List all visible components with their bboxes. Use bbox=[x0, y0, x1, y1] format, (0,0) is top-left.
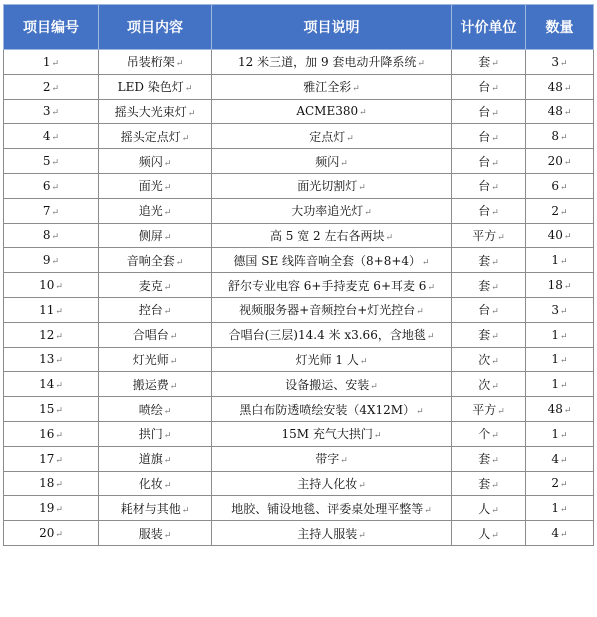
cell-unit-text: 平方 ↵ bbox=[472, 403, 505, 417]
cell-unit bbox=[452, 99, 526, 124]
cell-qty bbox=[526, 397, 594, 422]
header-no: 项目编号 bbox=[4, 5, 99, 50]
cell-unit bbox=[452, 149, 526, 174]
cell-desc-text: 黑白布防透喷绘安装（4X12M） ↵ bbox=[239, 403, 423, 417]
cell-no bbox=[4, 421, 99, 446]
cell-desc bbox=[212, 322, 452, 347]
cell-unit-text: 台 ↵ bbox=[478, 105, 499, 119]
cell-unit bbox=[452, 273, 526, 298]
cell-item-text: 化妆 ↵ bbox=[139, 477, 172, 491]
cell-no-text: 1 ↵ bbox=[43, 55, 59, 69]
cell-no bbox=[4, 50, 99, 75]
cell-no-text: 8 ↵ bbox=[43, 228, 59, 242]
cell-desc bbox=[212, 124, 452, 149]
cell-unit bbox=[452, 50, 526, 75]
cell-no bbox=[4, 322, 99, 347]
cell-item-text: 道旗 ↵ bbox=[139, 452, 172, 466]
cell-no bbox=[4, 347, 99, 372]
cell-item bbox=[99, 446, 212, 471]
cell-desc bbox=[212, 397, 452, 422]
cell-item-text: 麦克 ↵ bbox=[139, 279, 172, 293]
cell-no-text: 20 ↵ bbox=[39, 526, 63, 540]
cell-desc bbox=[212, 149, 452, 174]
cell-item bbox=[99, 471, 212, 496]
cell-desc-text: 雅江全彩 ↵ bbox=[303, 80, 360, 94]
cell-unit-text: 套 ↵ bbox=[478, 254, 499, 268]
cell-desc bbox=[212, 173, 452, 198]
cell-unit-text: 台 ↵ bbox=[478, 179, 499, 193]
cell-qty-text: 48 ↵ bbox=[548, 80, 572, 94]
cell-unit-text: 台 ↵ bbox=[478, 303, 499, 317]
table-row bbox=[4, 74, 594, 99]
cell-desc bbox=[212, 198, 452, 223]
table-body bbox=[4, 50, 594, 546]
header-qty: 数量 bbox=[526, 5, 594, 50]
cell-unit bbox=[452, 74, 526, 99]
cell-unit-text: 台 ↵ bbox=[478, 155, 499, 169]
header-unit: 计价单位 bbox=[452, 5, 526, 50]
header-row bbox=[4, 5, 594, 50]
cell-qty-text: 1 ↵ bbox=[551, 253, 567, 267]
cell-no-text: 12 ↵ bbox=[39, 328, 63, 342]
cell-qty-text: 4 ↵ bbox=[551, 452, 567, 466]
cell-qty-text: 1 ↵ bbox=[551, 501, 567, 515]
table-row bbox=[4, 273, 594, 298]
cell-unit bbox=[452, 496, 526, 521]
cell-desc-text: 主持人服装 ↵ bbox=[297, 527, 366, 541]
cell-desc-text: 视频服务器+音频控台+灯光控台 ↵ bbox=[239, 303, 424, 317]
cell-no-text: 13 ↵ bbox=[39, 352, 63, 366]
cell-desc-text: 定点灯 ↵ bbox=[309, 130, 354, 144]
cell-desc-text: 灯光师 1 人 ↵ bbox=[296, 353, 368, 367]
cell-unit bbox=[452, 173, 526, 198]
cell-item-text: 灯光师 ↵ bbox=[133, 353, 178, 367]
cell-unit bbox=[452, 198, 526, 223]
cell-desc-text: 地胶、铺设地毯、评委桌处理平整等 ↵ bbox=[231, 502, 432, 516]
cell-no bbox=[4, 124, 99, 149]
cell-desc-text: 面光切割灯 ↵ bbox=[297, 179, 366, 193]
cell-item-text: 吊装桁架 ↵ bbox=[127, 55, 184, 69]
cell-desc-text: 12 米三道，加 9 套电动升降系统 ↵ bbox=[238, 55, 425, 69]
cell-item bbox=[99, 347, 212, 372]
cell-qty bbox=[526, 273, 594, 298]
cell-qty-text: 18 ↵ bbox=[548, 278, 572, 292]
cell-qty-text: 3 ↵ bbox=[551, 303, 567, 317]
cell-qty bbox=[526, 173, 594, 198]
cell-item bbox=[99, 223, 212, 248]
cell-item bbox=[99, 248, 212, 273]
cell-unit bbox=[452, 471, 526, 496]
cell-item-text: 音响全套 ↵ bbox=[127, 254, 184, 268]
cell-item-text: 合唱台 ↵ bbox=[133, 328, 178, 342]
cell-no-text: 11 ↵ bbox=[39, 303, 63, 317]
cell-no-text: 17 ↵ bbox=[39, 452, 63, 466]
cell-qty bbox=[526, 471, 594, 496]
cell-item bbox=[99, 397, 212, 422]
cell-unit bbox=[452, 223, 526, 248]
cell-no-text: 6 ↵ bbox=[43, 179, 59, 193]
cell-qty bbox=[526, 421, 594, 446]
cell-item bbox=[99, 173, 212, 198]
table-row bbox=[4, 50, 594, 75]
table-row bbox=[4, 198, 594, 223]
cell-unit bbox=[452, 297, 526, 322]
cell-unit-text: 次 ↵ bbox=[478, 353, 499, 367]
cell-qty bbox=[526, 521, 594, 546]
cell-no bbox=[4, 99, 99, 124]
table-row bbox=[4, 347, 594, 372]
cell-desc bbox=[212, 74, 452, 99]
cell-unit-text: 平方 ↵ bbox=[472, 229, 505, 243]
cell-item bbox=[99, 149, 212, 174]
cell-qty bbox=[526, 74, 594, 99]
cell-no bbox=[4, 248, 99, 273]
cell-qty bbox=[526, 198, 594, 223]
table-row bbox=[4, 297, 594, 322]
cell-qty-text: 48 ↵ bbox=[548, 104, 572, 118]
cell-desc bbox=[212, 521, 452, 546]
cell-desc bbox=[212, 471, 452, 496]
cell-item-text: LED 染色灯 ↵ bbox=[118, 80, 193, 94]
cell-item-text: 拱门 ↵ bbox=[139, 427, 172, 441]
cell-item-text: 面光 ↵ bbox=[139, 179, 172, 193]
cell-unit-text: 个 ↵ bbox=[478, 427, 499, 441]
cell-qty bbox=[526, 99, 594, 124]
table-row bbox=[4, 521, 594, 546]
table-row bbox=[4, 471, 594, 496]
cell-no bbox=[4, 173, 99, 198]
cell-no bbox=[4, 397, 99, 422]
cell-qty-text: 1 ↵ bbox=[551, 377, 567, 391]
cell-item-text: 耗材与其他 ↵ bbox=[121, 502, 190, 516]
cell-no bbox=[4, 372, 99, 397]
cell-unit bbox=[452, 124, 526, 149]
cell-qty bbox=[526, 347, 594, 372]
cell-no-text: 16 ↵ bbox=[39, 427, 63, 441]
cell-unit bbox=[452, 521, 526, 546]
cell-qty-text: 3 ↵ bbox=[551, 55, 567, 69]
cell-desc bbox=[212, 347, 452, 372]
cell-qty bbox=[526, 372, 594, 397]
cell-qty bbox=[526, 297, 594, 322]
cell-qty bbox=[526, 248, 594, 273]
cell-desc-text: ACME380 ↵ bbox=[296, 104, 366, 118]
cell-item-text: 服装 ↵ bbox=[139, 527, 172, 541]
cell-item bbox=[99, 99, 212, 124]
cell-unit-text: 台 ↵ bbox=[478, 130, 499, 144]
cell-qty-text: 6 ↵ bbox=[551, 179, 567, 193]
cell-desc bbox=[212, 248, 452, 273]
cell-qty bbox=[526, 496, 594, 521]
cell-no-text: 19 ↵ bbox=[39, 501, 63, 515]
cell-no bbox=[4, 223, 99, 248]
cell-qty-text: 2 ↵ bbox=[551, 204, 567, 218]
cell-desc bbox=[212, 496, 452, 521]
cell-item bbox=[99, 273, 212, 298]
table-row bbox=[4, 124, 594, 149]
cell-unit-text: 套 ↵ bbox=[478, 279, 499, 293]
cell-item bbox=[99, 372, 212, 397]
cell-qty-text: 4 ↵ bbox=[551, 526, 567, 540]
cell-no bbox=[4, 273, 99, 298]
cell-no bbox=[4, 496, 99, 521]
cell-no bbox=[4, 446, 99, 471]
cell-desc-text: 15M 充气大拱门 ↵ bbox=[282, 427, 382, 441]
cell-unit-text: 人 ↵ bbox=[478, 502, 499, 516]
cell-qty-text: 40 ↵ bbox=[548, 228, 572, 242]
cell-qty bbox=[526, 223, 594, 248]
cell-no-text: 4 ↵ bbox=[43, 129, 59, 143]
cell-item-text: 摇头定点灯 ↵ bbox=[121, 130, 190, 144]
cell-desc-text: 频闪 ↵ bbox=[315, 155, 348, 169]
cell-item-text: 摇头大光束灯 ↵ bbox=[115, 105, 196, 119]
cell-qty-text: 1 ↵ bbox=[551, 427, 567, 441]
cell-unit-text: 套 ↵ bbox=[478, 452, 499, 466]
header-item: 项目内容 bbox=[99, 5, 212, 50]
header-desc: 项目说明 bbox=[212, 5, 452, 50]
table-row bbox=[4, 446, 594, 471]
table-row bbox=[4, 421, 594, 446]
cell-desc bbox=[212, 99, 452, 124]
cell-item-text: 搬运费 ↵ bbox=[133, 378, 178, 392]
cell-unit bbox=[452, 347, 526, 372]
cell-unit-text: 套 ↵ bbox=[478, 55, 499, 69]
cell-item-text: 侧屏 ↵ bbox=[139, 229, 172, 243]
cell-qty-text: 1 ↵ bbox=[551, 352, 567, 366]
cell-desc-text: 大功率追光灯 ↵ bbox=[291, 204, 372, 218]
cell-desc bbox=[212, 223, 452, 248]
table-row bbox=[4, 372, 594, 397]
table-row bbox=[4, 496, 594, 521]
cell-no-text: 7 ↵ bbox=[43, 204, 59, 218]
cell-desc bbox=[212, 421, 452, 446]
cell-unit-text: 套 ↵ bbox=[478, 477, 499, 491]
cell-item bbox=[99, 421, 212, 446]
cell-item-text: 频闪 ↵ bbox=[139, 155, 172, 169]
table-row bbox=[4, 223, 594, 248]
cell-no-text: 5 ↵ bbox=[43, 154, 59, 168]
cell-no-text: 10 ↵ bbox=[39, 278, 63, 292]
cell-no bbox=[4, 149, 99, 174]
cell-no bbox=[4, 198, 99, 223]
cell-desc-text: 带字 ↵ bbox=[315, 452, 348, 466]
cell-desc bbox=[212, 297, 452, 322]
cell-qty-text: 2 ↵ bbox=[551, 476, 567, 490]
cell-desc-text: 舒尔专业电容 6+手持麦克 6+耳麦 6 ↵ bbox=[228, 279, 435, 293]
cell-no bbox=[4, 297, 99, 322]
cell-qty-text: 20 ↵ bbox=[548, 154, 572, 168]
cell-no-text: 3 ↵ bbox=[43, 104, 59, 118]
cell-qty bbox=[526, 50, 594, 75]
cell-unit bbox=[452, 372, 526, 397]
cell-no bbox=[4, 521, 99, 546]
table-row bbox=[4, 99, 594, 124]
cell-no bbox=[4, 471, 99, 496]
cell-qty bbox=[526, 124, 594, 149]
cell-unit bbox=[452, 248, 526, 273]
cell-unit bbox=[452, 397, 526, 422]
cell-qty bbox=[526, 149, 594, 174]
cell-desc bbox=[212, 372, 452, 397]
cell-desc-text: 德国 SE 线阵音响全套（8+8+4） ↵ bbox=[233, 254, 429, 268]
cell-no-text: 15 ↵ bbox=[39, 402, 63, 416]
cell-item bbox=[99, 521, 212, 546]
cell-desc-text: 设备搬运、安装 ↵ bbox=[285, 378, 378, 392]
cell-unit-text: 次 ↵ bbox=[478, 378, 499, 392]
cell-qty-text: 48 ↵ bbox=[548, 402, 572, 416]
cell-no-text: 18 ↵ bbox=[39, 476, 63, 490]
cell-no-text: 9 ↵ bbox=[43, 253, 59, 267]
cell-desc-text: 高 5 宽 2 左右各两块 ↵ bbox=[270, 229, 393, 243]
cell-no-text: 14 ↵ bbox=[39, 377, 63, 391]
table-row bbox=[4, 248, 594, 273]
cell-item bbox=[99, 50, 212, 75]
cell-item-text: 喷绘 ↵ bbox=[139, 403, 172, 417]
cell-desc bbox=[212, 50, 452, 75]
table-row bbox=[4, 397, 594, 422]
cell-unit-text: 台 ↵ bbox=[478, 204, 499, 218]
cell-unit-text: 人 ↵ bbox=[478, 527, 499, 541]
table-row bbox=[4, 173, 594, 198]
cell-no bbox=[4, 74, 99, 99]
cell-item bbox=[99, 124, 212, 149]
cell-item bbox=[99, 198, 212, 223]
cell-desc bbox=[212, 273, 452, 298]
cell-item-text: 控台 ↵ bbox=[139, 303, 172, 317]
cell-no-text: 2 ↵ bbox=[43, 80, 59, 94]
cell-unit-text: 台 ↵ bbox=[478, 80, 499, 94]
cell-item bbox=[99, 297, 212, 322]
cell-unit bbox=[452, 322, 526, 347]
cell-qty bbox=[526, 322, 594, 347]
quote-table bbox=[3, 4, 594, 546]
cell-item bbox=[99, 322, 212, 347]
cell-desc-text: 合唱台(三层)14.4 米 x3.66，含地毯 ↵ bbox=[229, 328, 435, 342]
cell-desc bbox=[212, 446, 452, 471]
cell-qty bbox=[526, 446, 594, 471]
cell-unit bbox=[452, 446, 526, 471]
cell-desc-text: 主持人化妆 ↵ bbox=[297, 477, 366, 491]
cell-item bbox=[99, 74, 212, 99]
table-row bbox=[4, 322, 594, 347]
cell-unit bbox=[452, 421, 526, 446]
cell-qty-text: 1 ↵ bbox=[551, 328, 567, 342]
table-row bbox=[4, 149, 594, 174]
cell-item-text: 追光 ↵ bbox=[139, 204, 172, 218]
cell-item bbox=[99, 496, 212, 521]
cell-unit-text: 套 ↵ bbox=[478, 328, 499, 342]
cell-qty-text: 8 ↵ bbox=[551, 129, 567, 143]
